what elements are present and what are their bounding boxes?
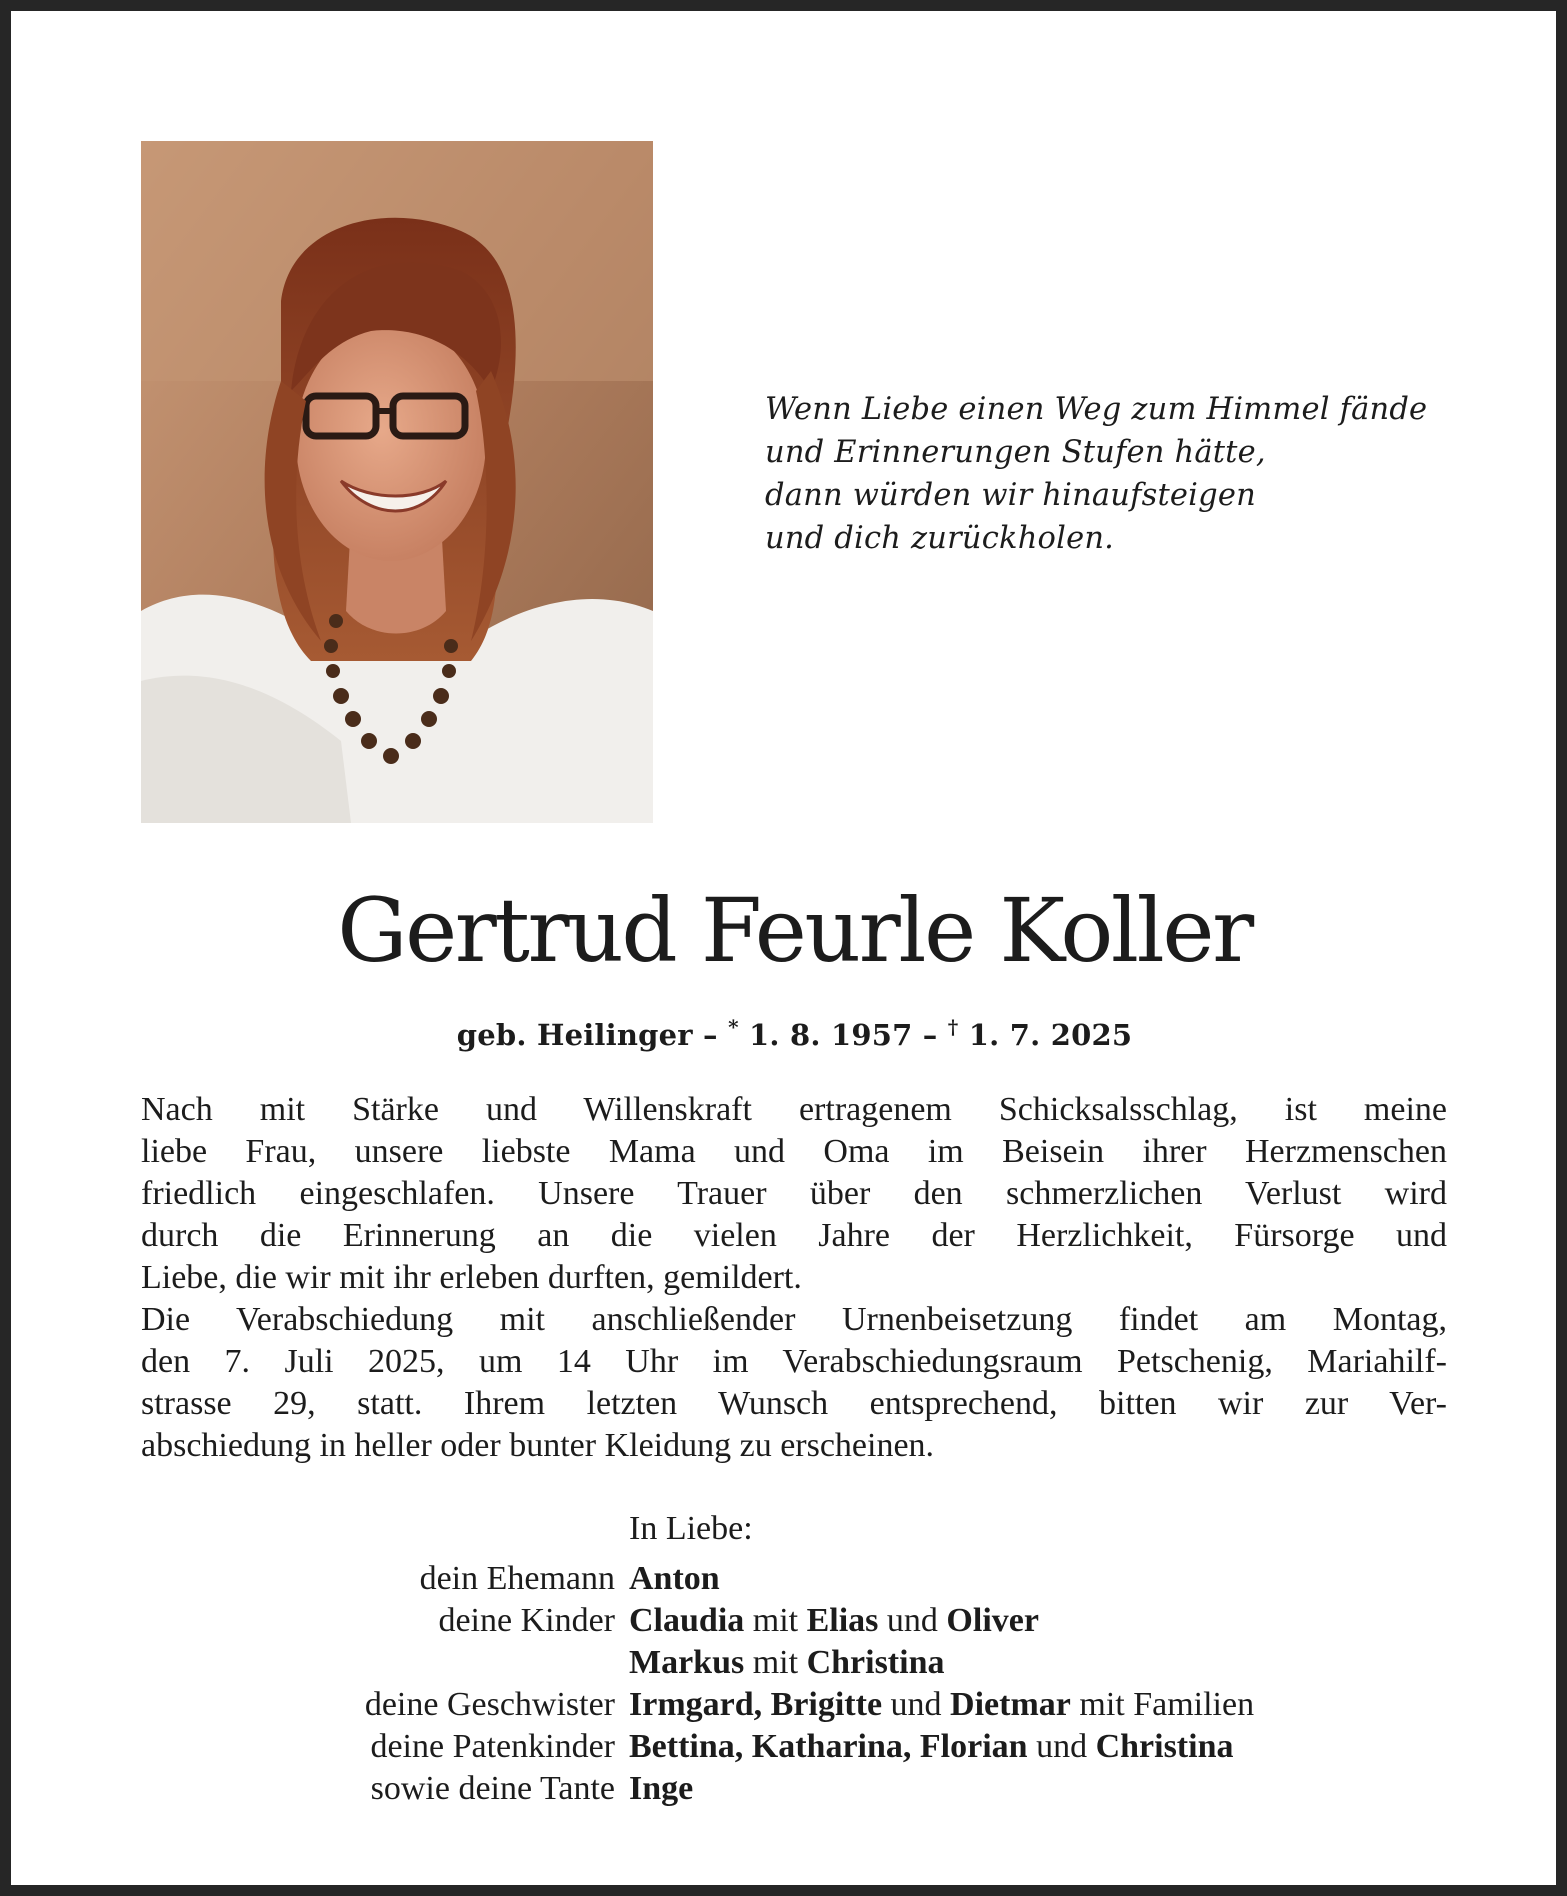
portrait-image [141,141,653,823]
body-line: friedlich eingeschlafen. Unsere Trauer über den schmerzlichen Verlust wird [141,1175,1447,1212]
family-name: Bettina, Katharina, Florian [629,1728,1028,1765]
poem-line: dann würden wir hinaufsteigen [765,478,1256,513]
relation-label: sowie deine Tante [370,1770,615,1807]
body-line: abschiedung in heller oder bunter Kleidung zu erscheinen. [141,1427,935,1464]
family-row [141,1726,1471,1768]
separator: – [912,1018,948,1052]
connector-text: mit [744,1644,807,1681]
connector-text: und [882,1686,951,1723]
connector-text: mit [744,1602,807,1639]
poem-line: und Erinnerungen Stufen hätte, [765,435,1266,470]
family-row [141,1684,1471,1726]
body-line: Liebe, die wir mit ihr erleben durften, gemildert. [141,1259,802,1296]
family-name: Inge [629,1770,694,1807]
family-names [629,1600,1471,1642]
family-name: Dietmar [950,1686,1071,1723]
relation-label [141,1642,629,1684]
relation-label: dein Ehemann [419,1560,615,1597]
body-line: liebe Frau, unsere liebste Mama und Oma im Beisein ihrer Herzmenschen [141,1133,1447,1170]
death-date: 1. 7. 2025 [958,1018,1133,1052]
maiden-name: geb. Heilinger [456,1018,693,1052]
death-cross-icon: † [947,1015,959,1039]
family-name: Markus [629,1644,745,1681]
relation-label: deine Kinder [438,1602,615,1639]
birth-date: 1. 8. 1957 [738,1018,913,1052]
birth-star-icon: * [728,1015,739,1039]
connector-text: und [878,1602,947,1639]
family-name: Oliver [946,1602,1039,1639]
poem-line: Wenn Liebe einen Weg zum Himmel fände [765,392,1428,427]
family-name: Christina [1095,1728,1234,1765]
relation-label: deine Geschwister [364,1686,615,1723]
connector-text: und [1027,1728,1096,1765]
family-list [141,1558,1471,1810]
family-names [629,1558,1471,1600]
body-line: durch die Erinnerung an die vielen Jahre der Herzlichkeit, Fürsorge und [141,1217,1447,1254]
notice-body [141,1089,1447,1467]
family-name: Anton [629,1560,720,1597]
body-line: den 7. Juli 2025, um 14 Uhr im Verabschiedungsraum Petschenig, Mariahilf- [141,1343,1447,1380]
family-names [629,1726,1471,1768]
family-name: Elias [806,1602,879,1639]
family-name: Christina [806,1644,945,1681]
memorial-poem [765,388,1485,560]
family-name: Claudia [629,1602,745,1639]
signoff: In Liebe: [629,1510,753,1547]
family-row [141,1642,1471,1684]
life-dates [11,1007,1567,1055]
poem-line: und dich zurückholen. [765,521,1115,556]
family-name: Irmgard, Brigitte [629,1686,883,1723]
family-names [629,1768,1471,1810]
portrait-photo [141,141,653,823]
family-names [629,1684,1471,1726]
family-row [141,1600,1471,1642]
body-line: strasse 29, statt. Ihrem letzten Wunsch entsprechend, bitten wir zur Ver- [141,1385,1447,1422]
family-names [629,1642,1471,1684]
connector-text: mit Familien [1070,1686,1255,1723]
body-line: Nach mit Stärke und Willenskraft ertragenem Schicksalsschlag, ist meine [141,1091,1447,1128]
deceased-name: Gertrud Feurle Koller [337,879,1252,982]
relation-label: deine Patenkinder [370,1728,615,1765]
separator: – [692,1018,729,1052]
family-row [141,1558,1471,1600]
body-line: Die Verabschiedung mit anschließender Urnenbeisetzung findet am Montag, [141,1301,1447,1338]
family-row [141,1768,1471,1810]
